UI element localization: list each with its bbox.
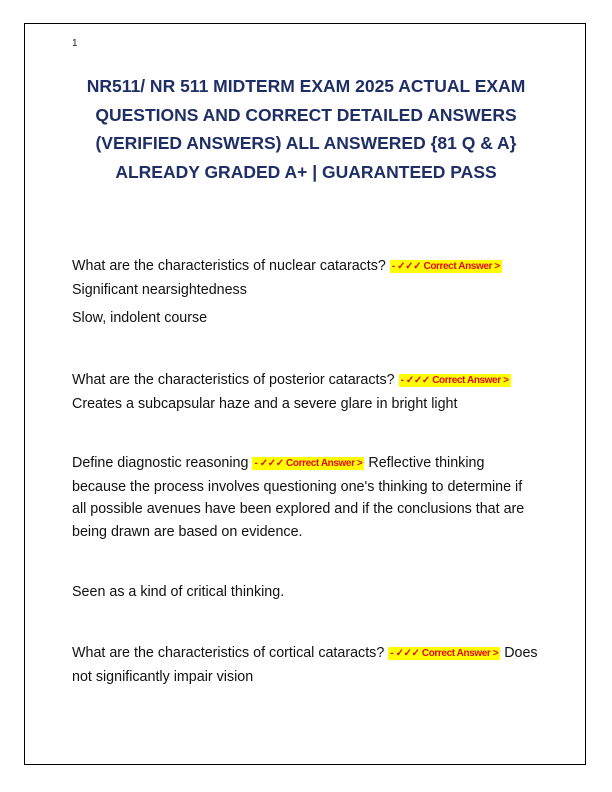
document-title: [60, 72, 552, 186]
title-line: (VERIFIED ANSWERS) ALL ANSWERED {81 Q & A}: [95, 133, 517, 153]
question-line: [72, 452, 544, 476]
answer-text: Reflective thinking: [368, 455, 485, 471]
correct-answer-marker: - ✓✓✓ Correct Answer >: [254, 458, 363, 469]
answer-text: not significantly impair vision: [72, 668, 254, 685]
answer-text: because the process involves questioning one's thinking to determine if: [72, 478, 523, 495]
question-text: What are the characteristics of cortical cataracts?: [72, 645, 385, 661]
qa-item-diagnostic-reasoning: [72, 452, 544, 543]
qa-extra-text: Seen as a kind of critical thinking.: [72, 584, 285, 600]
answer-text: being drawn are based on evidence.: [72, 523, 303, 540]
correct-answer-marker: - ✓✓✓ Correct Answer >: [390, 648, 499, 659]
title-line: NR511/ NR 511 MIDTERM EXAM 2025 ACTUAL EXAM: [86, 76, 526, 96]
question-line: [72, 642, 544, 666]
correct-answer-marker: - ✓✓✓ Correct Answer >: [391, 261, 500, 272]
qa-item-posterior-cataracts: [72, 369, 544, 415]
page-number: 1: [72, 38, 78, 49]
answer-text: Creates a subcapsular haze and a severe glare in bright light: [72, 395, 458, 412]
answer-text: Significant nearsightedness: [72, 281, 247, 298]
question-text: Define diagnostic reasoning: [72, 455, 249, 471]
answer-text: all possible avenues have been explored and if the conclusions that are: [72, 501, 525, 517]
question-line: [72, 369, 544, 393]
title-line: QUESTIONS AND CORRECT DETAILED ANSWERS: [95, 104, 517, 125]
qa-item-nuclear-cataracts: [72, 255, 544, 301]
qa-extra-text: Slow, indolent course: [72, 310, 208, 326]
question-text: What are the characteristics of nuclear cataracts?: [72, 258, 386, 274]
title-line: ALREADY GRADED A+ | GUARANTEED PASS: [115, 161, 497, 182]
answer-text: Does: [504, 645, 538, 661]
question-text: What are the characteristics of posterior cataracts?: [72, 372, 395, 388]
correct-answer-marker: - ✓✓✓ Correct Answer >: [400, 375, 509, 386]
qa-item-cortical-cataracts: [72, 642, 544, 688]
question-line: [72, 255, 544, 279]
